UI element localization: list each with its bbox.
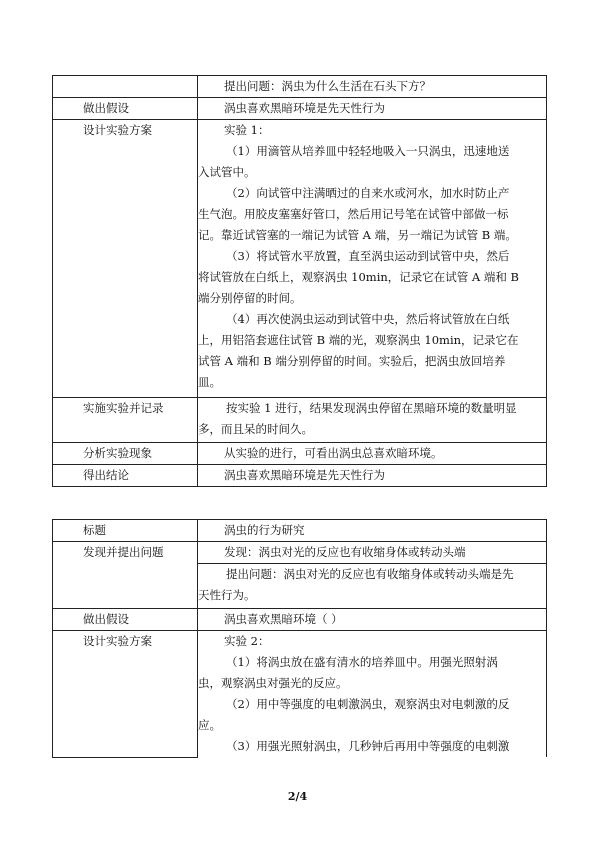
text-line: 记。靠近试管塞的一端记为试管 A 端，另一端记为试管 B 端。 — [198, 228, 517, 242]
table-row — [53, 76, 547, 98]
row-content — [198, 120, 547, 398]
page-number: 2/4 — [287, 790, 308, 803]
text-line: （1）用滴管从培养皿中轻轻地吸入一只涡虫，迅速地送 — [226, 144, 510, 158]
table-row — [53, 98, 547, 120]
text-line: 入试管中。 — [198, 165, 256, 179]
text-line: 上，用铝箔套遮住试管 B 端的光，观察涡虫 10min，记录它在 — [198, 333, 519, 347]
text-line: （2）用中等强度的电刺激涡虫，观察涡虫对电刺激的反 — [226, 697, 510, 711]
row-label: 设计实验方案 — [53, 631, 198, 758]
text-line: 端分别停留的时间。 — [198, 291, 302, 305]
table-row — [53, 542, 547, 564]
row-label: 分析实验现象 — [53, 443, 198, 465]
text-line: 多，而且呆的时间久。 — [198, 422, 313, 436]
text-line: （4）再次使涡虫运动到试管中央，然后将试管放在白纸 — [226, 312, 510, 326]
text-line: 天性行为。 — [198, 588, 256, 602]
table-row — [53, 465, 547, 487]
table-row — [53, 443, 547, 465]
row-label: 设计实验方案 — [53, 120, 198, 398]
text-line: 试管 A 端和 B 端分别停留的时间。实验后，把涡虫放回培养 — [198, 354, 506, 368]
row-content — [198, 631, 547, 758]
text-line: 按实验 1 进行，结果发现涡虫停留在黑暗环境的数量明显 — [226, 401, 517, 415]
text-line: 实验 2： — [224, 634, 270, 648]
text-line: （1）将涡虫放在盛有清水的培养皿中。用强光照射涡 — [226, 655, 498, 669]
table-row — [53, 398, 547, 443]
row-content — [198, 398, 547, 443]
row-content: 从实验的进行，可看出涡虫总喜欢暗环境。 — [198, 443, 547, 465]
row-label: 得出结论 — [53, 465, 198, 487]
experiment-table-1 — [52, 75, 547, 487]
row-label: 实施实验并记录 — [53, 398, 198, 443]
row-label: 做出假设 — [53, 609, 198, 631]
row-content: 涡虫喜欢黑暗环境是先天性行为 — [198, 465, 547, 487]
row-content: 提出问题：涡虫为什么生活在石头下方？ — [198, 76, 547, 98]
table-row — [53, 631, 547, 758]
row-label: 发现并提出问题 — [53, 542, 198, 609]
text-line: （3）用强光照射涡虫，几秒钟后再用中等强度的电刺激 — [226, 739, 510, 753]
text-line: 实验 1： — [224, 123, 270, 137]
text-line: 将试管放在白纸上，观察涡虫 10min，记录它在试管 A 端和 B — [198, 270, 519, 284]
row-content: 涡虫的行为研究 — [198, 520, 547, 542]
table-row — [53, 609, 547, 631]
text-line: 皿。 — [198, 375, 221, 389]
row-content: 涡虫喜欢黑暗环境（ ） — [198, 609, 547, 631]
text-line: （2）向试管中注满晒过的自来水或河水，加水时防止产 — [226, 186, 510, 200]
text-line: 应。 — [198, 718, 221, 732]
row-label — [53, 76, 198, 98]
row-content: 发现：涡虫对光的反应也有收缩身体或转动头端 — [198, 542, 547, 564]
text-line: （3）将试管水平放置，直至涡虫运动到试管中央，然后 — [226, 249, 510, 263]
text-line: 虫，观察涡虫对强光的反应。 — [198, 676, 348, 690]
table-row — [53, 120, 547, 398]
text-line: 提出问题：涡虫对光的反应也有收缩身体或转动头端是先 — [226, 567, 514, 581]
row-content — [198, 564, 547, 609]
text-line: 生气泡。用胶皮塞塞好管口，然后用记号笔在试管中部做一标 — [198, 207, 509, 221]
row-label: 做出假设 — [53, 98, 198, 120]
table-row — [53, 520, 547, 542]
experiment-table-2 — [52, 519, 547, 758]
row-label: 标题 — [53, 520, 198, 542]
row-content: 涡虫喜欢黑暗环境是先天性行为 — [198, 98, 547, 120]
